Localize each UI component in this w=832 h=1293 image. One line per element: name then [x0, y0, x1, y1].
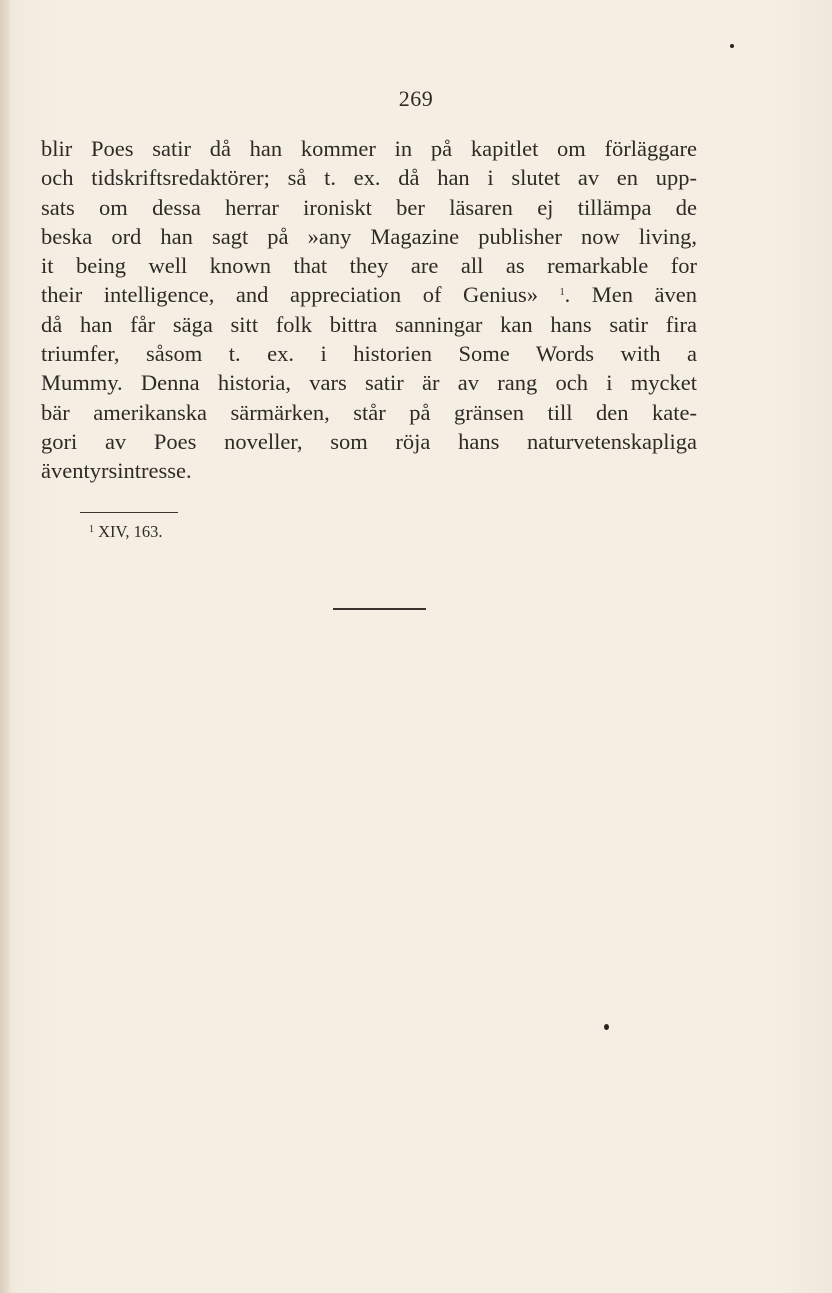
text-segment: their intelligence, and appreciation of Genius»: [41, 282, 538, 308]
ink-speck: [604, 1024, 609, 1030]
text-line: it being well known that they are all as remarkable for: [41, 253, 697, 279]
text-line-with-footnote-ref: their intelligence, and appreciation of Genius» $^1$. Men även: [41, 282, 698, 308]
body-paragraph: [41, 134, 697, 486]
text-line: beska ord han sagt på »any Magazine publisher now living,: [41, 223, 697, 249]
text-line: sats om dessa herrar ironiskt ber läsaren ej tillämpa de: [41, 194, 697, 220]
ink-speck: [730, 44, 734, 48]
text-segment: Men även: [591, 282, 698, 308]
footnote-text: XIV, 163.: [98, 522, 163, 541]
text-line: bär amerikanska särmärken, står på gränsen till den kate-: [41, 399, 697, 425]
page-number: 269: [398, 86, 434, 111]
footnote-divider: [80, 512, 178, 513]
footnote: [89, 522, 162, 542]
footnote-reference: 1: [559, 287, 565, 299]
text-line: och tidskriftsredaktörer; så t. ex. då han i slutet av en upp-: [41, 165, 697, 191]
text-line: då han får säga sitt folk bittra sanningar kan hans satir fira: [41, 311, 697, 337]
text-line: blir Poes satir då han kommer in på kapitlet om förläggare: [41, 136, 697, 161]
text-line: gori av Poes noveller, som röja hans naturvetenskapliga: [41, 428, 697, 454]
page-gutter-shadow: [0, 0, 10, 1293]
text-line: äventyrsintresse.: [41, 458, 192, 484]
footnote-marker: 1: [89, 524, 94, 535]
closing-divider: [333, 608, 426, 610]
text-line: Mummy. Denna historia, vars satir är av rang och i mycket: [41, 370, 697, 396]
text-line: triumfer, såsom t. ex. i historien Some Words with a: [41, 341, 697, 367]
